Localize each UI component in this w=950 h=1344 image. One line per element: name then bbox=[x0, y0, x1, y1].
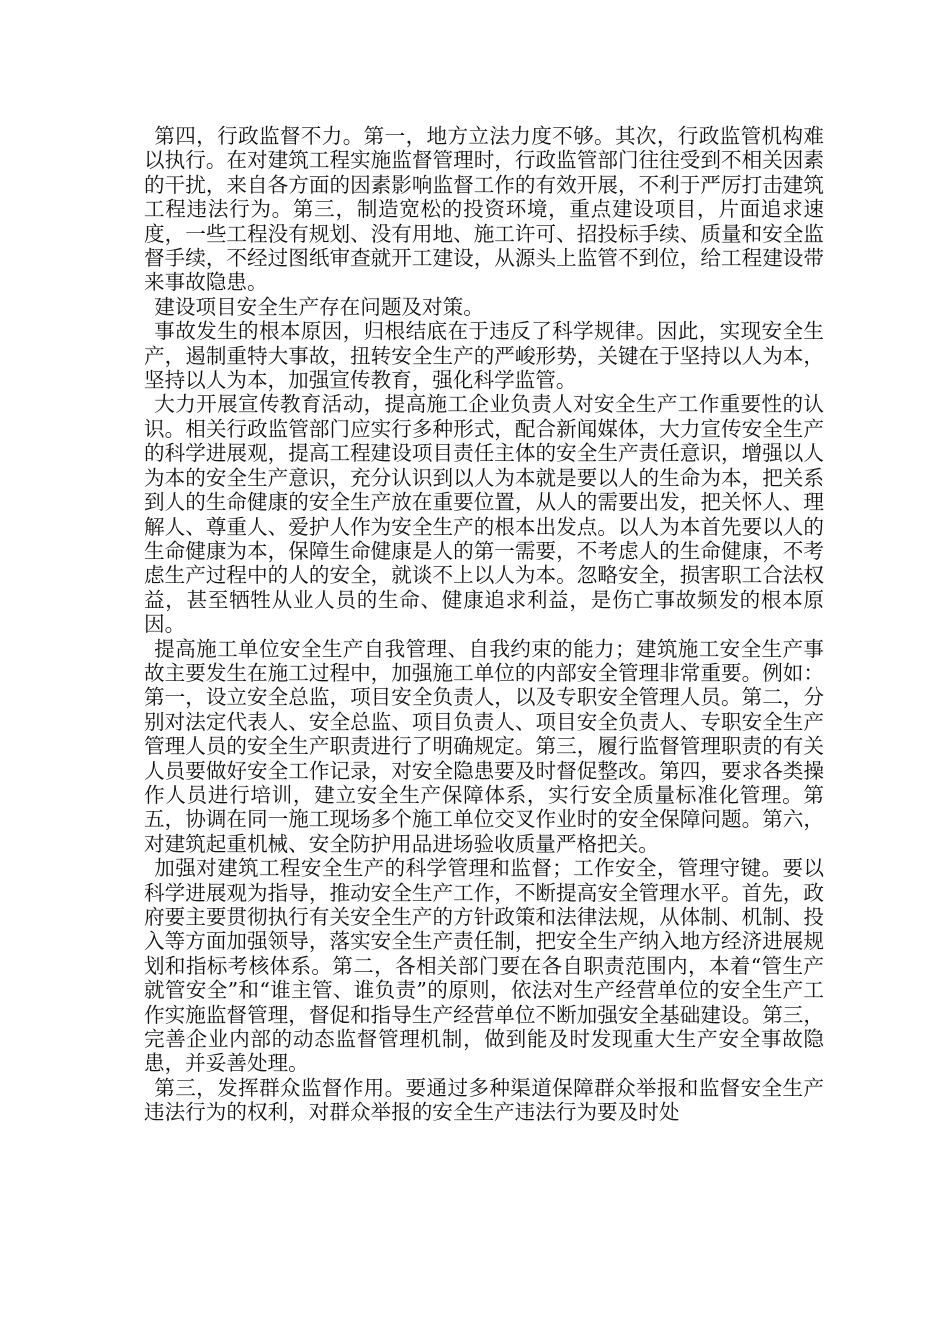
paragraph-publicity-education: 大力开展宣传教育活动，提高施工企业负责人对安全生产工作重要性的认识。相关行政监管部门应实行多种形式，配合新闻媒体，大力宣传安全生产的科学进展观，提高工程建设项目责任主体的安全生产责任意识，增强以人为本的安全生产意识，充分认识到以人为本就是要以人的生命为本，把关系到人的生命健康的安全生产放在重要位置，从人的需要出发，把关怀人、理解人、尊重人、爱护人作为安全生产的根本出发点。以人为本首先要以人的生命健康为本，保障生命健康是人的第一需要，不考虑人的生命健康，不考虑生产过程中的人的安全，就谈不上以人为本。忽略安全，损害职工合法权益，甚至牺牲从业人员的生命、健康追求利益，是伤亡事故频发的根本原因。 bbox=[144, 392, 824, 637]
paragraph-root-cause: 事故发生的根本原因，归根结底在于违反了科学规律。因此，实现安全生产，遏制重特大事故，扭转安全生产的严峻形势，关键在于坚持以人为本，坚持以人为本，加强宣传教育，强化科学监管。 bbox=[144, 319, 824, 393]
paragraph-public-supervision: 第三，发挥群众监督作用。要通过多种渠道保障群众举报和监督安全生产违法行为的权利，对群众举报的安全生产违法行为要及时处 bbox=[144, 1075, 824, 1125]
paragraph-section-heading: 建设项目安全生产存在问题及对策。 bbox=[154, 294, 484, 319]
document-page bbox=[144, 124, 824, 1125]
paragraph-administrative-supervision: 第四，行政监督不力。第一，地方立法力度不够。其次，行政监管机构难以执行。在对建筑工程实施监督管理时，行政监管部门往往受到不相关因素的干扰，来自各方面的因素影响监督工作的有效开展，不利于严厉打击建筑工程违法行为。第三，制造宽松的投资环境，重点建设项目，片面追求速度，一些工程没有规划、没有用地、施工许可、招投标手续、质量和安全监督手续，不经过图纸审查就开工建设，从源头上监管不到位，给工程建设带来事故隐患。 bbox=[144, 124, 824, 295]
paragraph-scientific-supervision: 加强对建筑工程安全生产的科学管理和监督；工作安全，管理守键。要以科学进展观为指导，推动安全生产工作，不断提高安全管理水平。首先，政府要主要贯彻执行有关安全生产的方针政策和法律法规，从体制、机制、投入等方面加强领导，落实安全生产责任制，把安全生产纳入地方经济进展规划和指标考核体系。第二，各相关部门要在各自职责范围内，本着“管生产就管安全”和“谁主管、谁负责”的原则，依法对生产经营单位的安全生产工作实施监督管理，督促和指导生产经营单位不断加强安全基础建设。第三，完善企业内部的动态监督管理机制，做到能及时发现重大生产安全事故隐患，并妥善处理。 bbox=[144, 856, 824, 1076]
paragraph-self-management: 提高施工单位安全生产自我管理、自我约束的能力；建筑施工安全生产事故主要发生在施工过程中，加强施工单位的内部安全管理非常重要。例如：第一，设立安全总监，项目安全负责人，以及专职安全管理人员。第二，分别对法定代表人、安全总监、项目负责人、项目安全负责人、专职安全生产管理人员的安全生产职责进行了明确规定。第三，履行监督管理职责的有关人员要做好安全工作记录，对安全隐患要及时督促整改。第四，要求各类操作人员进行培训，建立安全生产保障体系，实行安全质量标准化管理。第五，协调在同一施工现场多个施工单位交叉作业时的安全保障问题。第六，对建筑起重机械、安全防护用品进场验收质量严格把关。 bbox=[144, 636, 824, 856]
